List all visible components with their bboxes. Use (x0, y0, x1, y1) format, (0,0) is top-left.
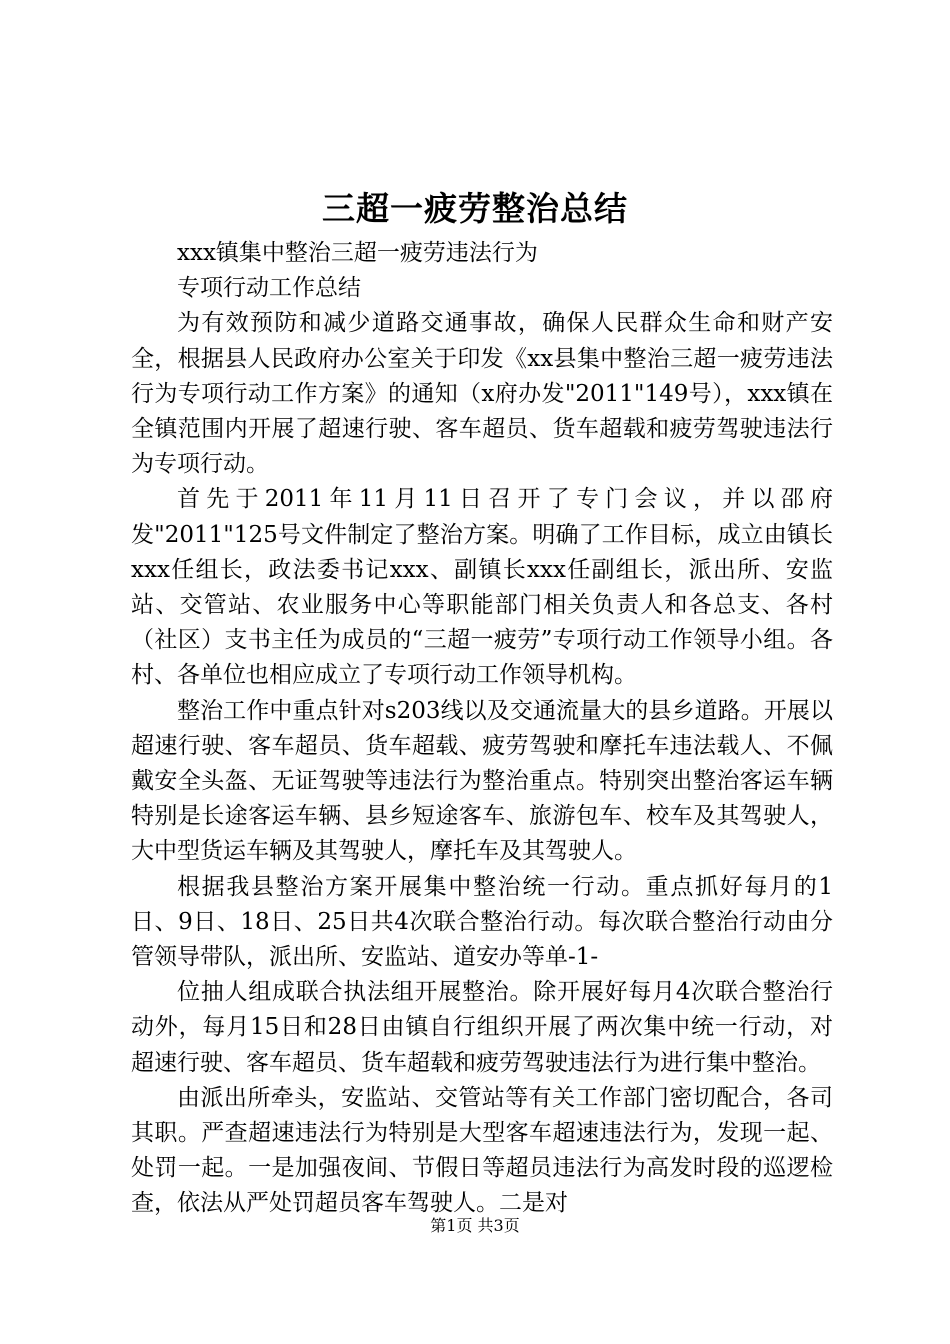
page-footer: 第1页 共3页 (430, 1216, 520, 1235)
document-body (131, 236, 833, 1222)
paragraph-5: 位抽人组成联合执法组开展整治。除开展好每月4次联合整治行动外，每月15日和28日由镇自行组织开展了两次集中统一行动，对超速行驶、客车超员、货车超载和疲劳驾驶违法行为进行集中整治。 (131, 979, 833, 1076)
page-title: 三超一疲劳整治总结 (322, 189, 628, 228)
paragraph-2: 首先于2011年11月11日召开了专门会议，并以邵府发"2011"125号文件制定了整治方案。明确了工作目标，成立由镇长xxx任组长，政法委书记xxx、副镇长xxx任副组长，派出所、安监站、交管站、农业服务中心等职能部门相关负责人和各总支、各村（社区）支书主任为成员的“三超一疲劳”专项行动工作领导小组。各村、各单位也相应成立了专项行动工作领导机构。 (131, 486, 833, 689)
paragraph-1: 为有效预防和减少道路交通事故，确保人民群众生命和财产安全，根据县人民政府办公室关于印发《xx县集中整治三超一疲劳违法行为专项行动工作方案》的通知（x府办发"2011"149号），xxx镇在全镇范围内开展了超速行驶、客车超员、货车超载和疲劳驾驶违法行为专项行动。 (131, 310, 833, 478)
subtitle-line-2: 专项行动工作总结 (177, 275, 361, 302)
paragraph-3: 整治工作中重点针对s203线以及交通流量大的县乡道路。开展以超速行驶、客车超员、货车超载、疲劳驾驶和摩托车违法载人、不佩戴安全头盔、无证驾驶等违法行为整治重点。特别突出整治客运车辆特别是长途客运车辆、县乡短途客车、旅游包车、校车及其驾驶人，大中型货运车辆及其驾驶人，摩托车及其驾驶人。 (131, 697, 833, 865)
subtitle-line-1: xxx镇集中整治三超一疲劳违法行为 (177, 240, 538, 266)
paragraph-6: 由派出所牵头，安监站、交管站等有关工作部门密切配合，各司其职。严查超速违法行为特别是大型客车超速违法行为，发现一起、处罚一起。一是加强夜间、节假日等超员违法行为高发时段的巡逻检查，依法从严处罚超员客车驾驶人。二是对 (131, 1084, 833, 1217)
paragraph-4: 根据我县整治方案开展集中整治统一行动。重点抓好每月的1日、9日、18日、25日共4次联合整治行动。每次联合整治行动由分管领导带队，派出所、安监站、道安办等单-1- (131, 873, 833, 971)
